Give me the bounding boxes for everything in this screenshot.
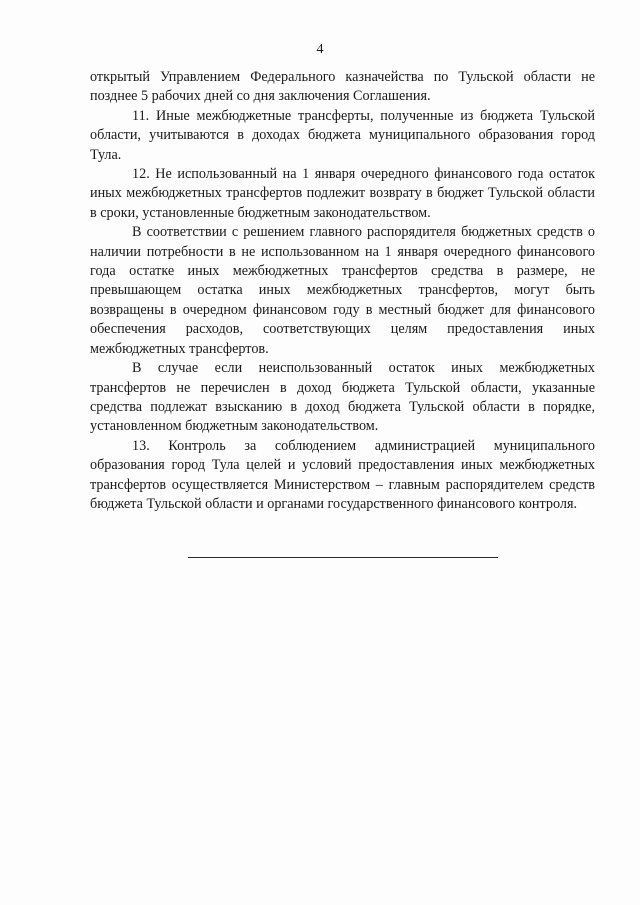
end-of-text-divider xyxy=(188,557,498,558)
paragraph-continuation: открытый Управлением Федерального казначейства по Тульской области не позднее 5 рабочих дней со дня заключения Соглашения. xyxy=(90,69,595,105)
document-body xyxy=(90,68,595,514)
paragraph-11: 11. Иные межбюджетные трансферты, полученные из бюджета Тульской области, учитываются в доходах бюджета муниципального образования город Тула. xyxy=(90,107,595,163)
paragraph-12: 12. Не использованный на 1 января очередного финансового года остаток иных межбюджетных трансфертов подлежит возврату в бюджет Тульской области в сроки, установленные бюджетным законодательством. xyxy=(90,166,595,221)
paragraph-12-recovery: В случае если неиспользованный остаток иных межбюджетных трансфертов не перечислен в доход бюджета Тульской области, указанные средства подлежат взысканию в доход бюджета Тульской области в порядке, установленном бюджетным законодательством. xyxy=(90,360,595,435)
paragraph-13: 13. Контроль за соблюдением администрацией муниципального образования город Тула целей и условий предоставления иных межбюджетных трансфертов осуществляется Министерством – главным распорядителем средств бюджета Тульской области и органами государственного финансового контроля. xyxy=(90,437,595,512)
paragraph-12-return-decision: В соответствии с решением главного распорядителя бюджетных средств о наличии потребности в не использованном на 1 января очередного финансового года остатке иных межбюджетных трансфертов средства в размере, не превышающем остатка иных межбюджетных трансфертов, могут быть возвращены в очередном финансовом году в местный бюджет для финансового обеспечения расходов, соответствующих целям предоставления иных межбюджетных трансфертов. xyxy=(90,224,595,357)
page-number: 4 xyxy=(316,42,324,57)
